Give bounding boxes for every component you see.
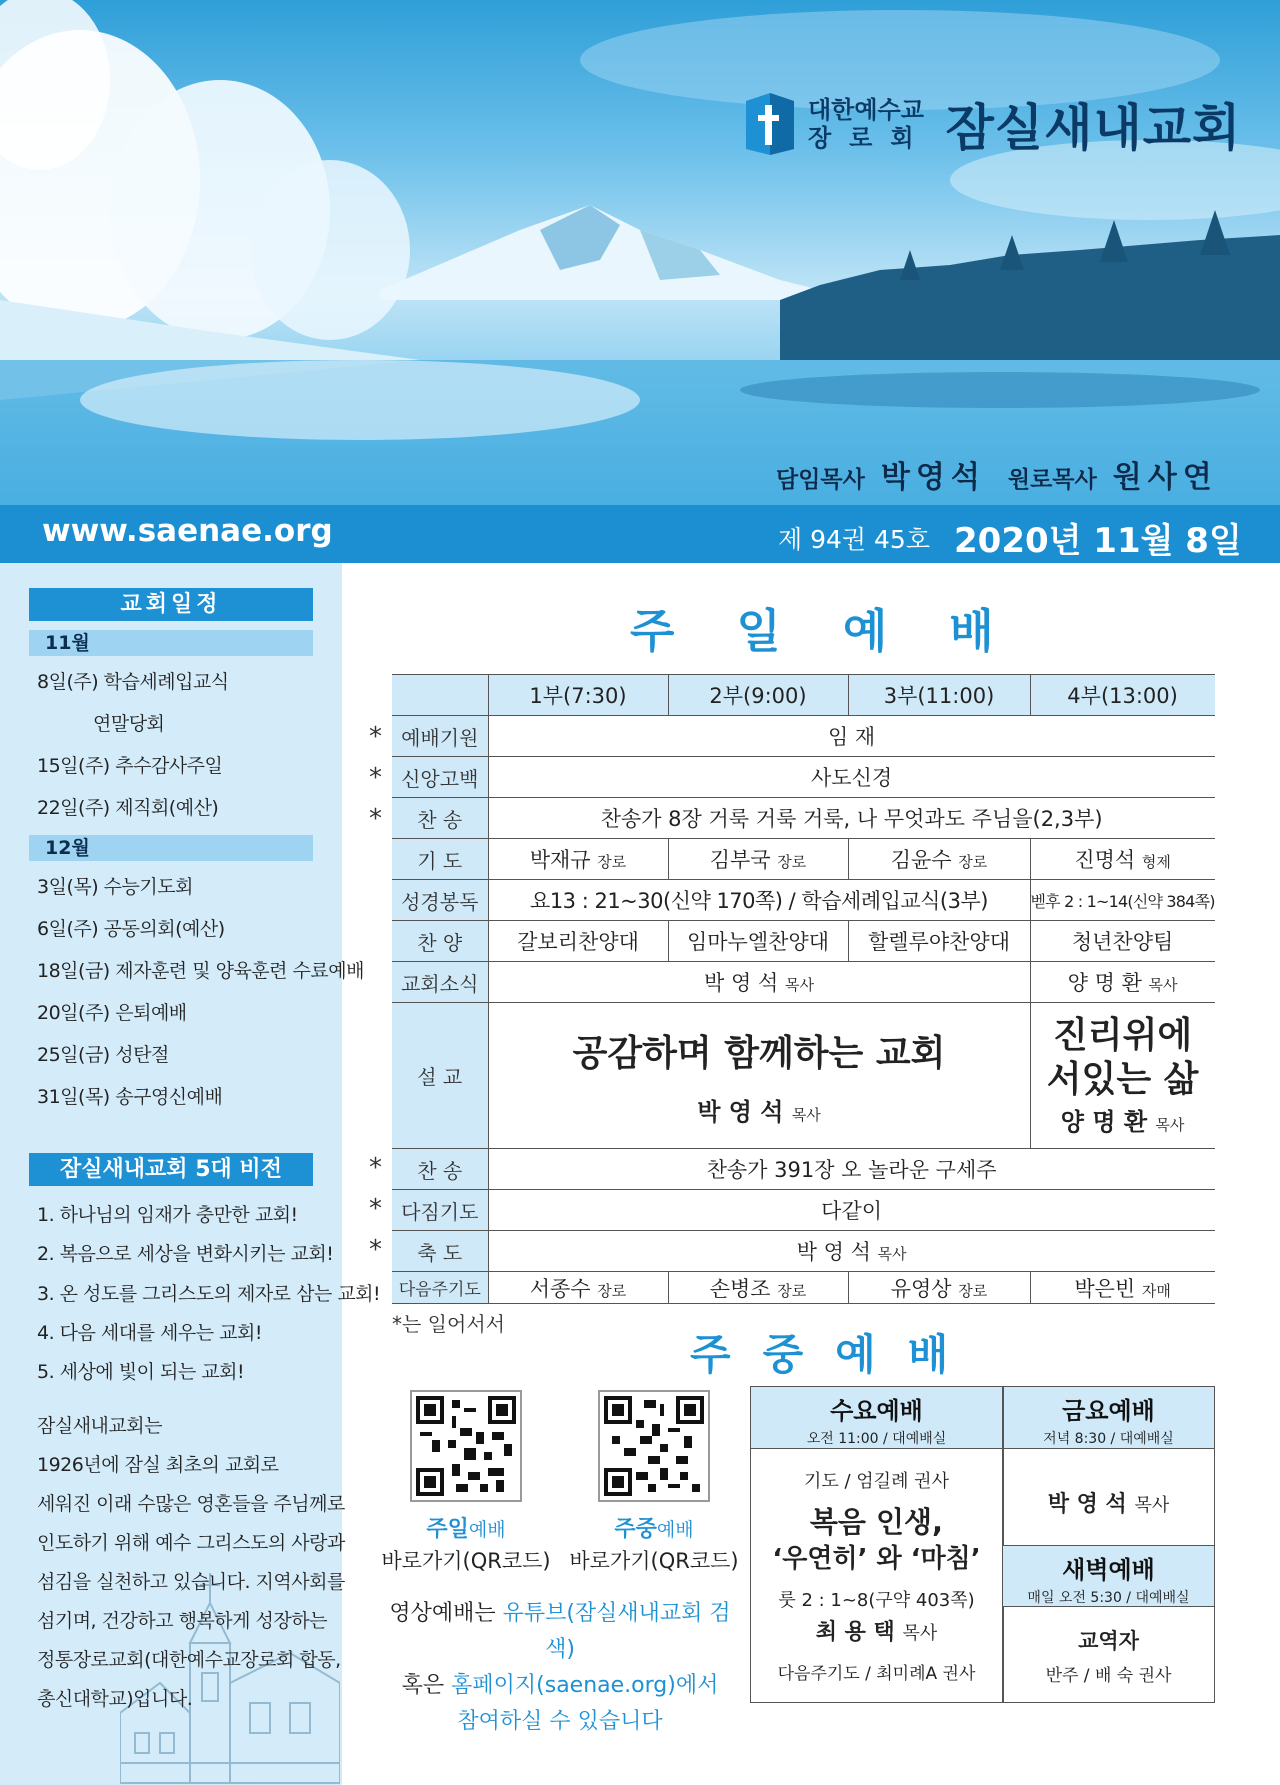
person-name: 박은빈 xyxy=(1074,1276,1136,1301)
friday-preacher xyxy=(1003,1487,1214,1518)
news-row xyxy=(392,962,1215,1003)
person-title: 장로 xyxy=(777,1281,807,1300)
service-1: 1부(7:30) xyxy=(488,675,668,716)
sermon-title-line: 서있는 삶 xyxy=(1046,1059,1199,1100)
prayer-2 xyxy=(668,839,848,880)
person-name: 최 용 택 xyxy=(815,1620,895,1645)
row-label: 찬 양 xyxy=(392,921,488,962)
person-name: 서종수 xyxy=(529,1276,591,1301)
person-name: 김부국 xyxy=(709,848,771,872)
person-name: 진명석 xyxy=(1074,848,1136,872)
invocation-value: 임 재 xyxy=(488,716,1215,757)
person-title: 목사 xyxy=(1148,976,1178,994)
standing-note: *는 일어서서 xyxy=(392,1312,505,1336)
church-logo xyxy=(746,88,1241,160)
service-header-row xyxy=(392,675,1215,716)
qr-caption-suffix: 예배 xyxy=(468,1519,506,1541)
person-title: 목사 xyxy=(902,1623,938,1644)
person-name: 양 명 환 xyxy=(1067,971,1142,995)
row-label: 찬 송 xyxy=(392,798,488,839)
benediction-row xyxy=(392,1231,1215,1272)
person-title: 장로 xyxy=(958,853,988,871)
person-title: 목사 xyxy=(877,1245,907,1263)
video-line2 xyxy=(380,1668,740,1704)
emeritus-pastor-name: 원사연 xyxy=(1112,460,1218,495)
friday-title: 금요예배 xyxy=(1062,1397,1155,1425)
service-4: 4부(13:00) xyxy=(1030,675,1215,716)
sunday-worship-title: 주일예배 xyxy=(630,604,1056,658)
sermon-main xyxy=(488,1003,1030,1149)
denomination-line1: 대한예수교 xyxy=(808,96,924,124)
intro-line: 정통장로교회(대한예수교장로회 합동, xyxy=(37,1649,341,1671)
pastors-line xyxy=(776,452,1232,496)
sunday-qr-link[interactable]: 바로가기(QR코드) xyxy=(381,1549,551,1573)
qr-caption-suffix: 예배 xyxy=(656,1519,694,1541)
person-title: 장로 xyxy=(777,853,807,871)
month-december: 12월 xyxy=(29,835,313,861)
person-title: 장로 xyxy=(597,853,627,871)
benediction-value xyxy=(488,1231,1215,1272)
hymn-row xyxy=(392,798,1215,839)
video-line1 xyxy=(380,1596,740,1668)
wednesday-title: 수요예배 xyxy=(830,1397,923,1425)
sermon-preacher xyxy=(489,1092,1030,1127)
person-title: 형제 xyxy=(1141,853,1171,871)
hymn-value: 찬송가 8장 거룩 거룩 거룩, 나 무엇과도 주님을(2,3부) xyxy=(488,798,1215,839)
intro-line: 잠실새내교회는 xyxy=(37,1415,162,1437)
qr-code-icon xyxy=(416,1396,516,1496)
service-2: 2부(9:00) xyxy=(668,675,848,716)
person-name: 박 영 석 xyxy=(1047,1492,1127,1517)
winter-lake-illustration xyxy=(0,0,1280,505)
dawn-time: 매일 오전 5:30 / 대예배실 xyxy=(1027,1590,1190,1606)
sermon-row xyxy=(392,1003,1215,1149)
prayer-1 xyxy=(488,839,668,880)
weekday-worship-title: 주중예배 xyxy=(690,1330,981,1379)
sunday-worship-table xyxy=(392,674,1215,1304)
weekday-qr-caption xyxy=(574,1512,734,1543)
sermon-preacher xyxy=(1031,1102,1215,1137)
row-label: 예배기원 xyxy=(392,716,488,757)
qr-code-icon xyxy=(604,1396,704,1496)
wednesday-scripture: 룻 2 : 1~8(구약 403쪽) xyxy=(778,1590,975,1611)
next-prayer-row xyxy=(392,1272,1215,1304)
senior-pastor-name: 박영석 xyxy=(880,460,986,495)
invocation-row xyxy=(392,716,1215,757)
qr-caption-main: 주중 xyxy=(614,1517,657,1542)
hymn2-row xyxy=(392,1149,1215,1190)
row-label: 기 도 xyxy=(392,839,488,880)
intro-line: 인도하기 위해 예수 그리스도의 사랑과 xyxy=(37,1532,345,1554)
wednesday-prayer: 기도 / 엄길례 권사 xyxy=(804,1471,949,1492)
choir-row xyxy=(392,921,1215,962)
next-prayer-1 xyxy=(488,1272,668,1304)
person-name: 손병조 xyxy=(709,1276,771,1301)
homepage-link[interactable]: 홈페이지(saenae.org)에서 xyxy=(451,1673,719,1698)
person-title: 목사 xyxy=(1134,1495,1170,1516)
church-building-icon xyxy=(120,1573,340,1785)
person-name: 박재규 xyxy=(529,848,591,872)
sermon-title-line: 진리위에 xyxy=(1053,1015,1193,1056)
schedule-item: 15일(주) 추수감사주일 xyxy=(37,755,223,777)
weekday-schedule-box xyxy=(750,1386,1215,1703)
sunday-qr-code[interactable] xyxy=(410,1390,522,1502)
sunday-qr-caption xyxy=(386,1512,546,1543)
friday-header xyxy=(1003,1387,1214,1449)
schedule-item: 8일(주) 학습세례입교식 xyxy=(37,671,229,693)
schedule-item: 31일(목) 송구영신예배 xyxy=(37,1086,223,1108)
creed-row xyxy=(392,757,1215,798)
intro-line: 1926년에 잠실 최초의 교회로 xyxy=(37,1454,279,1476)
row-label: 설 교 xyxy=(392,1003,488,1149)
person-name: 양 명 환 xyxy=(1060,1108,1148,1136)
schedule-item: 3일(목) 수능기도회 xyxy=(37,876,193,898)
standing-mark: * xyxy=(369,1194,382,1224)
weekday-qr-link[interactable]: 바로가기(QR코드) xyxy=(569,1549,739,1573)
denomination-line2: 장로회 xyxy=(808,124,932,152)
intro-line: 세워진 이래 수많은 영혼들을 주님께로 xyxy=(37,1493,345,1515)
service-3: 3부(11:00) xyxy=(848,675,1030,716)
friday-time: 저녁 8:30 / 대예배실 xyxy=(1043,1431,1174,1447)
next-prayer-4 xyxy=(1030,1272,1215,1304)
standing-mark: * xyxy=(369,804,382,834)
wednesday-time: 오전 11:00 / 대예배실 xyxy=(806,1431,947,1447)
person-name: 유영상 xyxy=(890,1276,952,1301)
intro-line: 섬기며, 건강하고 행복하게 성장하는 xyxy=(37,1610,327,1632)
standing-mark: * xyxy=(369,763,382,793)
person-name: 박 영 석 xyxy=(796,1240,871,1264)
vision-heading: 잠실새내교회 5대 비전 xyxy=(29,1153,313,1186)
sermon-title: 공감하며 함께하는 교회 xyxy=(572,1032,946,1074)
person-name: 박 영 석 xyxy=(697,1097,784,1126)
news-fourth xyxy=(1030,962,1215,1003)
scripture-fourth: 벧후 2 : 1~14(신약 384쪽) xyxy=(1030,880,1215,921)
bulletin-date: 2020년 11월 8일 xyxy=(954,521,1242,561)
pledge-value: 다같이 xyxy=(488,1190,1215,1231)
row-label: 신앙고백 xyxy=(392,757,488,798)
prayer-4 xyxy=(1030,839,1215,880)
senior-pastor-title: 담임목사 xyxy=(776,467,865,493)
schedule-heading: 교회일정 xyxy=(29,588,313,621)
standing-mark: * xyxy=(369,722,382,752)
news-main xyxy=(488,962,1030,1003)
schedule-item: 20일(주) 은퇴예배 xyxy=(37,1002,187,1024)
next-prayer-3 xyxy=(848,1272,1030,1304)
dawn-title: 새벽예배 xyxy=(1062,1556,1155,1584)
person-title: 자매 xyxy=(1141,1281,1171,1300)
dawn-role: 교역자 xyxy=(1078,1629,1139,1653)
prayer-row xyxy=(392,839,1215,880)
wednesday-sermon-line2: ‘우연히’ 와 ‘마침’ xyxy=(772,1544,981,1574)
schedule-item: 연말당회 xyxy=(93,713,165,735)
header-photo xyxy=(0,0,1280,505)
issue-number: 제 94권 45호 xyxy=(778,525,930,554)
scripture-row xyxy=(392,880,1215,921)
wednesday-preacher xyxy=(751,1615,1002,1646)
vision-item: 4. 다음 세대를 세우는 교회! xyxy=(37,1322,262,1344)
row-label: 교회소식 xyxy=(392,962,488,1003)
choir-4: 청년찬양팀 xyxy=(1030,921,1215,962)
video-worship-notice xyxy=(380,1596,740,1740)
person-title: 목사 xyxy=(784,976,814,994)
schedule-item: 18일(금) 제자훈련 및 양육훈련 수료예배 xyxy=(37,960,364,982)
row-label: 축 도 xyxy=(392,1231,488,1272)
creed-value: 사도신경 xyxy=(488,757,1215,798)
wednesday-header xyxy=(751,1387,1002,1449)
intro-line: 총신대학교)입니다. xyxy=(37,1688,193,1710)
dawn-accompanist: 반주 / 배 숙 권사 xyxy=(1045,1666,1172,1686)
row-label: 다짐기도 xyxy=(392,1190,488,1231)
emeritus-pastor-title: 원로목사 xyxy=(1007,467,1097,493)
cross-logo-icon xyxy=(746,93,794,155)
corner-cell xyxy=(392,675,488,716)
standing-mark: * xyxy=(369,1235,382,1265)
person-title: 목사 xyxy=(1155,1116,1185,1134)
row-label: 다음주기도 xyxy=(392,1272,488,1304)
weekday-qr-code[interactable] xyxy=(598,1390,710,1502)
schedule-item: 6일(주) 공동의회(예산) xyxy=(37,918,225,940)
next-prayer-2 xyxy=(668,1272,848,1304)
person-name: 박 영 석 xyxy=(704,971,779,995)
prayer-3 xyxy=(848,839,1030,880)
video-line3: 참여하실 수 있습니다 xyxy=(457,1709,663,1734)
person-title: 목사 xyxy=(791,1105,821,1124)
choir-2: 임마누엘찬양대 xyxy=(668,921,848,962)
schedule-item: 25일(금) 성탄절 xyxy=(37,1044,169,1066)
video-text: 영상예배는 xyxy=(389,1601,503,1626)
pledge-row xyxy=(392,1190,1215,1231)
wednesday-next-prayer: 다음주기도 / 최미례A 권사 xyxy=(777,1664,976,1684)
standing-mark: * xyxy=(369,1153,382,1183)
vision-item: 1. 하나님의 임재가 충만한 교회! xyxy=(37,1204,298,1226)
person-name: 김윤수 xyxy=(890,848,952,872)
hymn2-value: 찬송가 391장 오 놀라운 구세주 xyxy=(488,1149,1215,1190)
intro-line: 섬김을 실천하고 있습니다. 지역사회를 xyxy=(37,1571,345,1593)
wednesday-sermon-line1: 복음 인생, xyxy=(809,1505,944,1539)
scripture-main: 요13 : 21~30(신약 170쪽) / 학습세례입교식(3부) xyxy=(488,880,1030,921)
youtube-link[interactable]: 유튜브(잠실새내교회 검색) xyxy=(502,1601,731,1662)
month-november: 11월 xyxy=(29,630,313,656)
row-label: 찬 송 xyxy=(392,1149,488,1190)
video-text: 혹은 xyxy=(401,1673,452,1698)
choir-1: 갈보리찬양대 xyxy=(488,921,668,962)
qr-caption-main: 주일 xyxy=(426,1517,469,1542)
website-link[interactable]: www.saenae.org xyxy=(42,513,333,549)
schedule-item: 22일(주) 제직회(예산) xyxy=(37,797,219,819)
person-title: 장로 xyxy=(958,1281,988,1300)
row-label: 성경봉독 xyxy=(392,880,488,921)
vision-item: 5. 세상에 빛이 되는 교회! xyxy=(37,1361,245,1383)
choir-3: 할렐루야찬양대 xyxy=(848,921,1030,962)
denomination xyxy=(808,96,932,152)
person-title: 장로 xyxy=(597,1281,627,1300)
vision-item: 3. 온 성도를 그리스도의 제자로 삼는 교회! xyxy=(37,1283,381,1305)
vision-item: 2. 복음으로 세상을 변화시키는 교회! xyxy=(37,1243,334,1265)
sermon-fourth xyxy=(1030,1003,1215,1149)
dawn-header xyxy=(1003,1545,1214,1607)
church-name: 잠실새내교회 xyxy=(945,99,1242,157)
